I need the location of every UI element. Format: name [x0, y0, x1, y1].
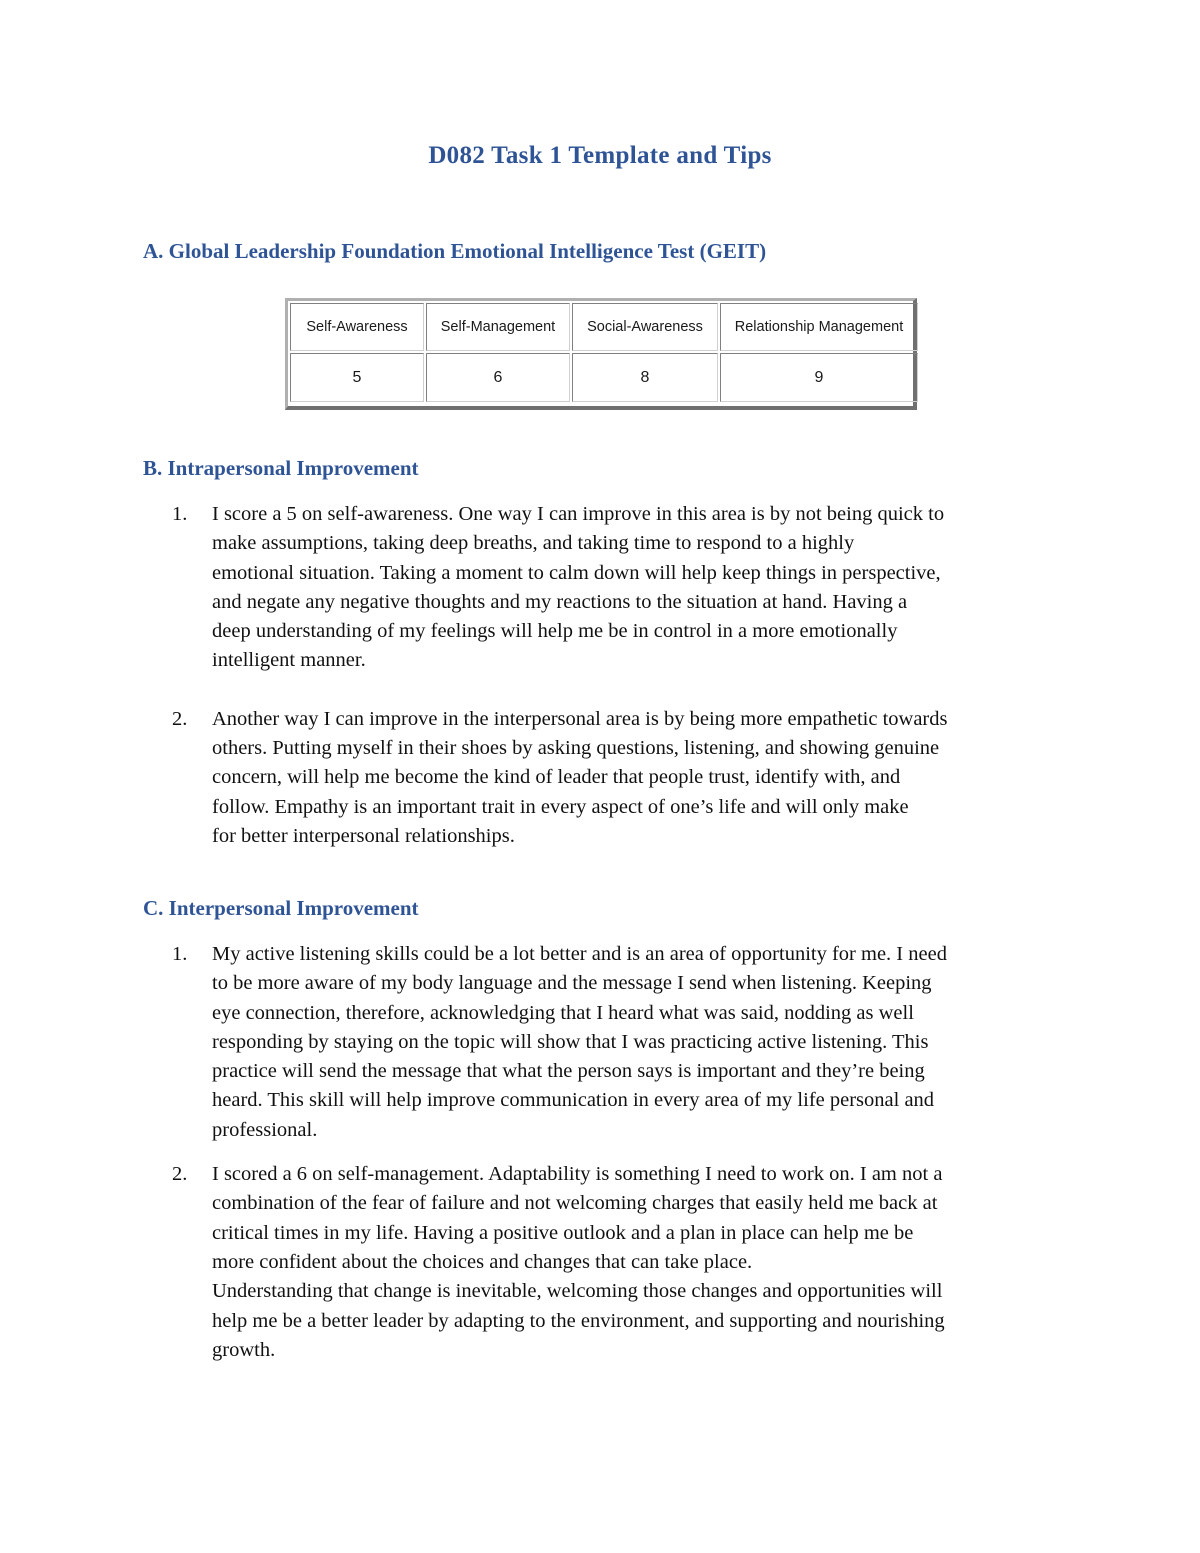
list-item-number: 2.: [172, 1163, 188, 1186]
list-item-line: responding by staying on the topic will show that I was practicing active listening. This: [212, 1030, 929, 1053]
list-item-line: emotional situation. Taking a moment to calm down will help keep things in perspective,: [212, 561, 941, 584]
list-item-line: follow. Empathy is an important trait in every aspect of one’s life and will only make: [212, 795, 909, 818]
list-item-line: Understanding that change is inevitable, welcoming those changes and opportunities will: [212, 1280, 943, 1303]
list-item: [172, 1160, 1072, 1365]
list-item-number: 1.: [172, 943, 188, 965]
list-item: [172, 940, 1072, 1145]
list-item-number: 2.: [172, 707, 188, 730]
list-item-line: Another way I can improve in the interpersonal area is by being more empathetic towards: [212, 707, 948, 730]
list-item-line: make assumptions, taking deep breaths, and taking time to respond to a highly: [212, 532, 855, 555]
list-item-line: professional.: [212, 1118, 318, 1141]
interpersonal-list: [172, 940, 1072, 1365]
list-item-line: to be more aware of my body language and the message I send when listening. Keeping: [212, 972, 932, 995]
table-score-social-awareness: 8: [572, 353, 718, 402]
document-title: D082 Task 1 Template and Tips: [428, 142, 772, 169]
list-item-line: I scored a 6 on self-management. Adaptability is something I need to work on. I am not a: [212, 1163, 943, 1186]
list-item-line: help me be a better leader by adapting to the environment, and supporting and nourishing: [212, 1309, 945, 1332]
list-item-line: My active listening skills could be a lot better and is an area of opportunity for me. I need: [212, 943, 947, 965]
list-item-line: combination of the fear of failure and not welcoming charges that easily held me back at: [212, 1192, 938, 1215]
list-item-line: more confident about the choices and changes that can take place.: [212, 1250, 753, 1273]
list-item-line: for better interpersonal relationships.: [212, 824, 515, 847]
intrapersonal-list: [172, 500, 1072, 851]
section-b-heading: B. Intrapersonal Improvement: [143, 456, 419, 480]
list-item: [172, 500, 1072, 676]
table-score-self-management: 6: [426, 353, 570, 402]
geit-score-table: [285, 298, 917, 410]
list-item-line: growth.: [212, 1338, 276, 1361]
list-item-number: 1.: [172, 503, 188, 525]
section-a-heading: A. Global Leadership Foundation Emotional Intelligence Test (GEIT): [143, 239, 767, 263]
table-header-self-management: Self-Management: [426, 303, 570, 351]
list-item-line: heard. This skill will help improve communication in every area of my life personal and: [212, 1089, 935, 1112]
list-item-line: practice will send the message that what the person says is important and they’re being: [212, 1060, 925, 1083]
table-score-self-awareness: 5: [290, 353, 424, 402]
list-item-line: intelligent manner.: [212, 649, 366, 672]
list-item-line: others. Putting myself in their shoes by asking questions, listening, and showing genuine: [212, 737, 940, 760]
list-item-line: critical times in my life. Having a positive outlook and a plan in place can help me be: [212, 1221, 914, 1244]
list-item-line: I score a 5 on self-awareness. One way I can improve in this area is by not being quick to: [212, 503, 945, 525]
table-score-relationship-management: 9: [720, 353, 918, 402]
table-header-self-awareness: Self-Awareness: [290, 303, 424, 351]
list-item-line: deep understanding of my feelings will help me be in control in a more emotionally: [212, 620, 898, 643]
list-item-line: and negate any negative thoughts and my reactions to the situation at hand. Having a: [212, 590, 908, 613]
table-header-social-awareness: Social-Awareness: [572, 303, 718, 351]
list-item-line: concern, will help me become the kind of leader that people trust, identify with, and: [212, 766, 901, 789]
section-c-heading: C. Interpersonal Improvement: [143, 896, 419, 920]
table-header-relationship-management: Relationship Management: [720, 303, 918, 351]
list-item: [172, 705, 1072, 851]
list-item-line: eye connection, therefore, acknowledging that I heard what was said, nodding as well: [212, 1001, 914, 1024]
